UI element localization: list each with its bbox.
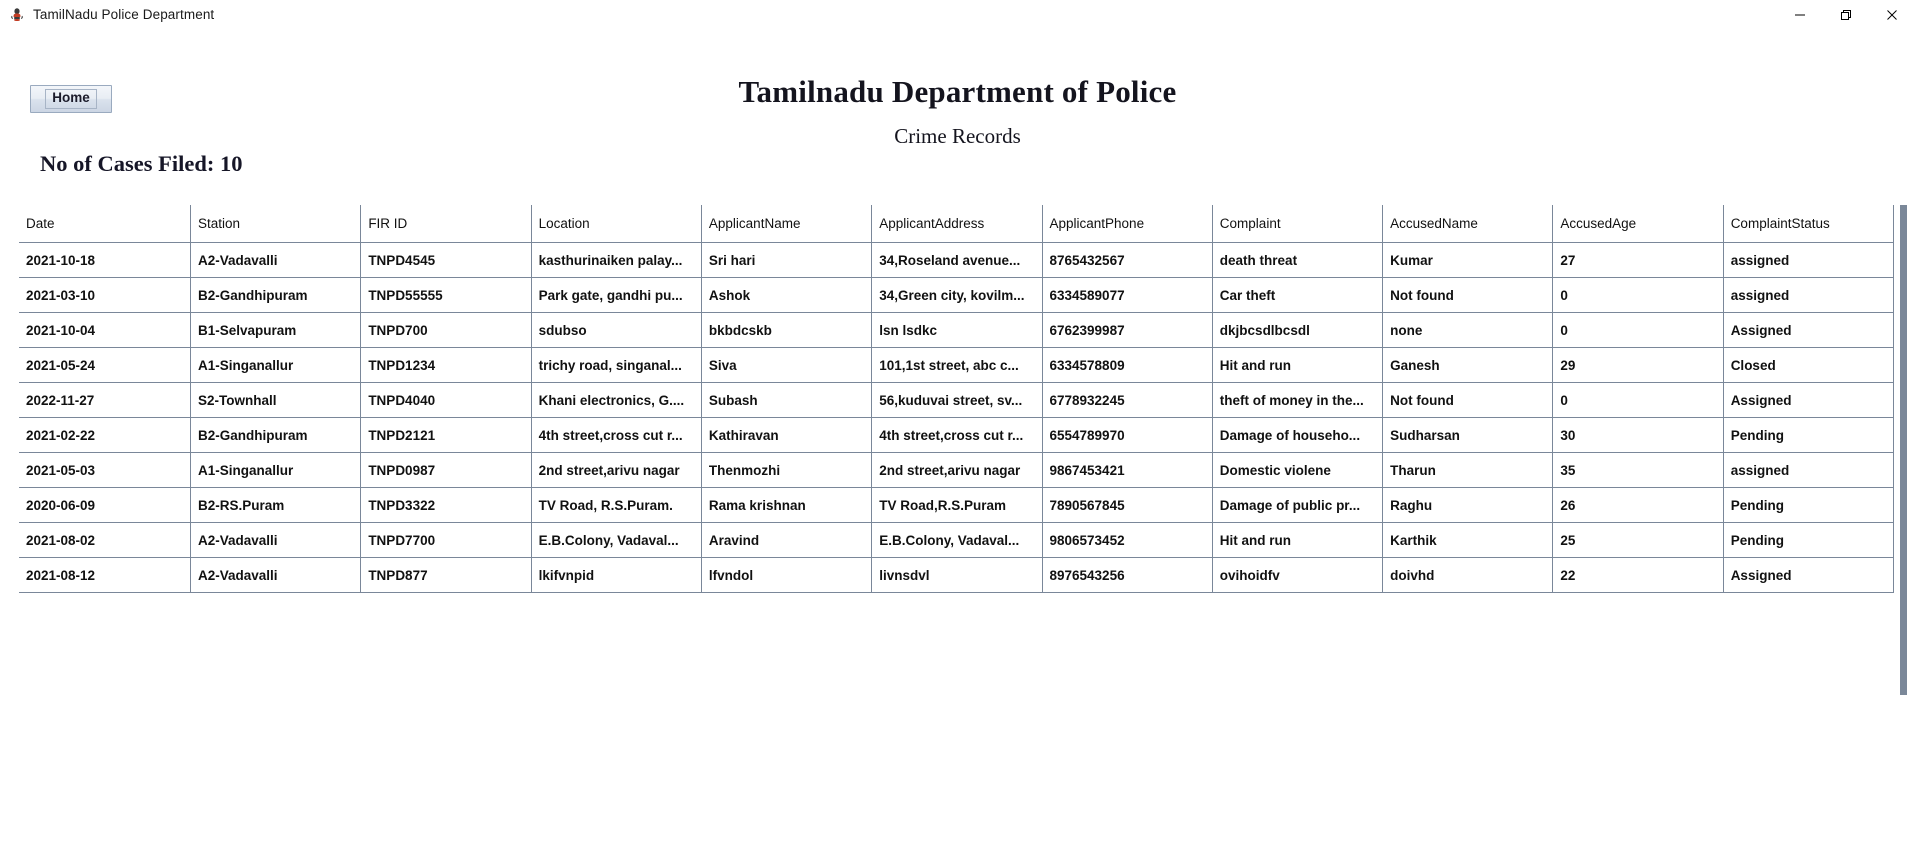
column-header-accusedage[interactable]: AccusedAge (1553, 205, 1723, 243)
table-cell-applicantaddress[interactable]: E.B.Colony, Vadaval... (872, 523, 1042, 558)
table-row[interactable] (19, 488, 1894, 523)
table-cell-accusedname[interactable]: Tharun (1383, 453, 1553, 488)
table-cell-date[interactable]: 2021-05-24 (19, 348, 191, 383)
column-header-accusedname[interactable]: AccusedName (1383, 205, 1553, 243)
table-cell-station[interactable]: B2-RS.Puram (191, 488, 361, 523)
table-cell-accusedage[interactable]: 27 (1553, 243, 1723, 278)
table-cell-station[interactable]: B2-Gandhipuram (191, 418, 361, 453)
table-cell-applicantaddress[interactable]: 56,kuduvai street, sv... (872, 383, 1042, 418)
table-cell-applicantphone[interactable]: 9867453421 (1042, 453, 1212, 488)
table-cell-fir-id[interactable]: TNPD4545 (361, 243, 531, 278)
cases-filed-label: No of Cases Filed: 10 (40, 151, 243, 176)
table-cell-applicantphone[interactable]: 6554789970 (1042, 418, 1212, 453)
table-cell-date[interactable]: 2021-02-22 (19, 418, 191, 453)
table-cell-station[interactable]: A2-Vadavalli (191, 523, 361, 558)
table-cell-applicantaddress[interactable]: 4th street,cross cut r... (872, 418, 1042, 453)
column-header-station[interactable]: Station (191, 205, 361, 243)
table-cell-applicantname[interactable]: lfvndol (701, 558, 871, 593)
close-button[interactable] (1869, 0, 1915, 29)
window-titlebar (0, 0, 1915, 30)
table-cell-station[interactable]: B2-Gandhipuram (191, 278, 361, 313)
table-cell-complaintstatus[interactable]: assigned (1723, 243, 1893, 278)
column-header-complaintstatus[interactable]: ComplaintStatus (1723, 205, 1893, 243)
table-cell-complaint[interactable]: death threat (1212, 243, 1382, 278)
table-row[interactable] (19, 383, 1894, 418)
table-cell-location[interactable]: 4th street,cross cut r... (531, 418, 701, 453)
table-cell-applicantname[interactable]: Thenmozhi (701, 453, 871, 488)
table-cell-complaintstatus[interactable]: Assigned (1723, 313, 1893, 348)
table-row[interactable] (19, 313, 1894, 348)
table-cell-fir-id[interactable]: TNPD4040 (361, 383, 531, 418)
table-cell-complaint[interactable]: Damage of public pr... (1212, 488, 1382, 523)
table-cell-fir-id[interactable]: TNPD877 (361, 558, 531, 593)
table-cell-date[interactable]: 2022-11-27 (19, 383, 191, 418)
table-cell-complaint[interactable]: Damage of househo... (1212, 418, 1382, 453)
table-cell-complaint[interactable]: Hit and run (1212, 523, 1382, 558)
table-row[interactable] (19, 558, 1894, 593)
restore-icon (1840, 9, 1852, 21)
table-cell-location[interactable]: sdubso (531, 313, 701, 348)
minimize-icon (1794, 9, 1806, 21)
table-cell-accusedname[interactable]: Ganesh (1383, 348, 1553, 383)
column-header-date[interactable]: Date (19, 205, 191, 243)
table-cell-applicantname[interactable]: Aravind (701, 523, 871, 558)
table-cell-applicantphone[interactable]: 6778932245 (1042, 383, 1212, 418)
crime-records-table (19, 205, 1894, 593)
table-cell-applicantphone[interactable]: 8976543256 (1042, 558, 1212, 593)
table-cell-date[interactable]: 2021-03-10 (19, 278, 191, 313)
table-cell-applicantaddress[interactable]: 34,Green city, kovilm... (872, 278, 1042, 313)
table-cell-location[interactable]: 2nd street,arivu nagar (531, 453, 701, 488)
table-cell-station[interactable]: A2-Vadavalli (191, 558, 361, 593)
table-cell-station[interactable]: A1-Singanallur (191, 453, 361, 488)
table-cell-accusedname[interactable]: Karthik (1383, 523, 1553, 558)
table-cell-location[interactable]: E.B.Colony, Vadaval... (531, 523, 701, 558)
table-cell-date[interactable]: 2021-10-18 (19, 243, 191, 278)
table-cell-location[interactable]: trichy road, singanal... (531, 348, 701, 383)
minimize-button[interactable] (1777, 0, 1823, 29)
table-body (19, 243, 1894, 593)
table-cell-complaintstatus[interactable]: assigned (1723, 278, 1893, 313)
table-cell-complaintstatus[interactable]: Pending (1723, 418, 1893, 453)
page-subtitle: Crime Records (894, 124, 1021, 148)
vertical-scrollbar-thumb[interactable] (1900, 205, 1907, 695)
table-cell-station[interactable]: A1-Singanallur (191, 348, 361, 383)
table-cell-applicantname[interactable]: Kathiravan (701, 418, 871, 453)
table-cell-applicantaddress[interactable]: livnsdvl (872, 558, 1042, 593)
table-cell-complaintstatus[interactable]: Pending (1723, 523, 1893, 558)
table-cell-location[interactable]: TV Road, R.S.Puram. (531, 488, 701, 523)
table-cell-location[interactable]: lkifvnpid (531, 558, 701, 593)
table-cell-applicantaddress[interactable]: lsn lsdkc (872, 313, 1042, 348)
table-header-row (19, 205, 1894, 243)
table-cell-applicantname[interactable]: bkbdcskb (701, 313, 871, 348)
table-cell-accusedname[interactable]: Kumar (1383, 243, 1553, 278)
table-cell-fir-id[interactable]: TNPD7700 (361, 523, 531, 558)
column-header-applicantname[interactable]: ApplicantName (701, 205, 871, 243)
table-cell-accusedage[interactable]: 0 (1553, 313, 1723, 348)
table-cell-applicantaddress[interactable]: TV Road,R.S.Puram (872, 488, 1042, 523)
table-cell-complaint[interactable]: Domestic violene (1212, 453, 1382, 488)
table-cell-location[interactable]: Park gate, gandhi pu... (531, 278, 701, 313)
table-cell-accusedname[interactable]: Not found (1383, 278, 1553, 313)
window-title: TamilNadu Police Department (33, 7, 215, 22)
table-cell-complaintstatus[interactable]: Assigned (1723, 558, 1893, 593)
table-row[interactable] (19, 348, 1894, 383)
table-cell-accusedage[interactable]: 0 (1553, 383, 1723, 418)
table-cell-complaint[interactable]: Hit and run (1212, 348, 1382, 383)
table-cell-complaintstatus[interactable]: Assigned (1723, 383, 1893, 418)
table-cell-complaint[interactable]: ovihoidfv (1212, 558, 1382, 593)
table-cell-applicantphone[interactable]: 8765432567 (1042, 243, 1212, 278)
table-cell-location[interactable]: Khani electronics, G.... (531, 383, 701, 418)
column-header-fir-id[interactable]: FIR ID (361, 205, 531, 243)
table-cell-complaintstatus[interactable]: assigned (1723, 453, 1893, 488)
table-cell-accusedname[interactable]: Not found (1383, 383, 1553, 418)
table-cell-fir-id[interactable]: TNPD2121 (361, 418, 531, 453)
page-title: Tamilnadu Department of Police (738, 74, 1177, 109)
table-row[interactable] (19, 278, 1894, 313)
table-row[interactable] (19, 453, 1894, 488)
table-row[interactable] (19, 243, 1894, 278)
table-cell-station[interactable]: A2-Vadavalli (191, 243, 361, 278)
table-cell-accusedage[interactable]: 25 (1553, 523, 1723, 558)
column-header-applicantphone[interactable]: ApplicantPhone (1042, 205, 1212, 243)
table-cell-accusedage[interactable]: 29 (1553, 348, 1723, 383)
table-cell-applicantphone[interactable]: 6334589077 (1042, 278, 1212, 313)
table-cell-applicantphone[interactable]: 7890567845 (1042, 488, 1212, 523)
table-cell-date[interactable]: 2021-05-03 (19, 453, 191, 488)
table-cell-accusedname[interactable]: Sudharsan (1383, 418, 1553, 453)
table-cell-complaintstatus[interactable]: Pending (1723, 488, 1893, 523)
table-cell-applicantaddress[interactable]: 34,Roseland avenue... (872, 243, 1042, 278)
table-cell-accusedage[interactable]: 26 (1553, 488, 1723, 523)
table-cell-applicantname[interactable]: Ashok (701, 278, 871, 313)
maximize-button[interactable] (1823, 0, 1869, 29)
java-duke-icon (9, 7, 25, 23)
table-cell-applicantname[interactable]: Siva (701, 348, 871, 383)
table-row[interactable] (19, 523, 1894, 558)
home-button-label: Home (45, 89, 97, 108)
table-cell-fir-id[interactable]: TNPD55555 (361, 278, 531, 313)
close-icon (1886, 9, 1898, 21)
table-cell-station[interactable]: S2-Townhall (191, 383, 361, 418)
table-cell-accusedname[interactable]: Raghu (1383, 488, 1553, 523)
table-cell-fir-id[interactable]: TNPD0987 (361, 453, 531, 488)
window-controls (1777, 0, 1915, 29)
application-client-area (0, 30, 1915, 842)
table-cell-applicantaddress[interactable]: 101,1st street, abc c... (872, 348, 1042, 383)
table-cell-complaint[interactable]: Car theft (1212, 278, 1382, 313)
column-header-complaint[interactable]: Complaint (1212, 205, 1382, 243)
table-cell-complaint[interactable]: dkjbcsdlbcsdl (1212, 313, 1382, 348)
table-cell-accusedage[interactable]: 30 (1553, 418, 1723, 453)
table-cell-location[interactable]: kasthurinaiken palay... (531, 243, 701, 278)
table-cell-accusedage[interactable]: 22 (1553, 558, 1723, 593)
table-cell-accusedname[interactable]: doivhd (1383, 558, 1553, 593)
table-cell-fir-id[interactable]: TNPD700 (361, 313, 531, 348)
table-cell-fir-id[interactable]: TNPD1234 (361, 348, 531, 383)
table-cell-fir-id[interactable]: TNPD3322 (361, 488, 531, 523)
table-cell-applicantaddress[interactable]: 2nd street,arivu nagar (872, 453, 1042, 488)
table-cell-applicantname[interactable]: Rama krishnan (701, 488, 871, 523)
table-cell-complaintstatus[interactable]: Closed (1723, 348, 1893, 383)
column-header-location[interactable]: Location (531, 205, 701, 243)
table-cell-date[interactable]: 2020-06-09 (19, 488, 191, 523)
table-header (19, 205, 1894, 243)
table-cell-station[interactable]: B1-Selvapuram (191, 313, 361, 348)
table-row[interactable] (19, 418, 1894, 453)
table-cell-date[interactable]: 2021-08-02 (19, 523, 191, 558)
table-cell-accusedname[interactable]: none (1383, 313, 1553, 348)
table-cell-complaint[interactable]: theft of money in the... (1212, 383, 1382, 418)
table-cell-accusedage[interactable]: 0 (1553, 278, 1723, 313)
table-cell-applicantphone[interactable]: 6762399987 (1042, 313, 1212, 348)
table-cell-accusedage[interactable]: 35 (1553, 453, 1723, 488)
table-cell-date[interactable]: 2021-10-04 (19, 313, 191, 348)
table-cell-date[interactable]: 2021-08-12 (19, 558, 191, 593)
crime-records-table-container (19, 205, 1894, 695)
table-cell-applicantphone[interactable]: 9806573452 (1042, 523, 1212, 558)
table-cell-applicantname[interactable]: Sri hari (701, 243, 871, 278)
table-cell-applicantphone[interactable]: 6334578809 (1042, 348, 1212, 383)
table-cell-applicantname[interactable]: Subash (701, 383, 871, 418)
column-header-applicantaddress[interactable]: ApplicantAddress (872, 205, 1042, 243)
